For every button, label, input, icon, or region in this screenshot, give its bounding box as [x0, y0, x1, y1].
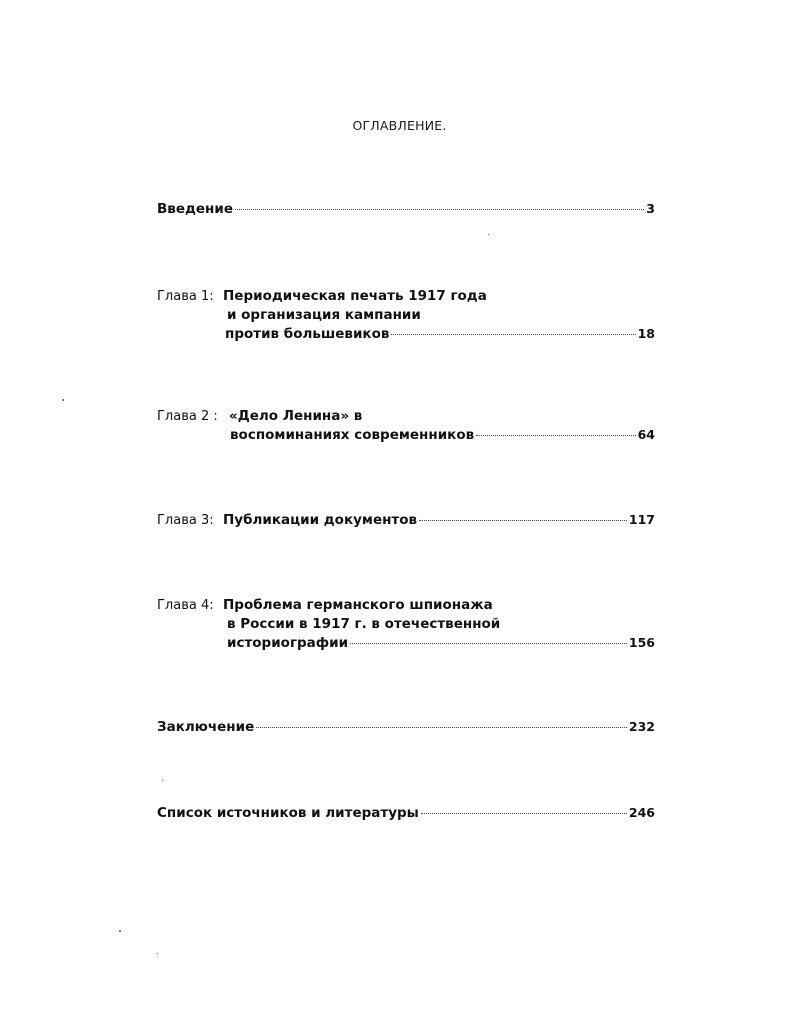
scan-speck — [488, 234, 489, 235]
chapter-label: Глава 3: — [157, 513, 214, 528]
toc-line — [157, 326, 655, 345]
toc-entry-chapter-4 — [157, 597, 655, 654]
page-number: 246 — [628, 805, 655, 820]
toc-entry-conclusion — [157, 719, 655, 738]
dot-leader — [476, 435, 635, 436]
toc-entry-chapter-3 — [157, 512, 655, 531]
toc-line — [157, 635, 655, 654]
entry-title-line: Публикации документов — [223, 512, 418, 528]
toc-entry-chapter-2 — [157, 408, 655, 446]
toc-title: ОГЛАВЛЕНИЕ. — [352, 118, 447, 133]
dot-leader — [350, 643, 627, 644]
page-number: 156 — [628, 635, 655, 650]
chapter-label: Глава 1: — [157, 289, 214, 304]
entry-title-line: Периодическая печать 1917 года — [223, 288, 487, 304]
toc-entry-chapter-1 — [157, 288, 655, 345]
toc-entry-sources — [157, 805, 655, 824]
dot-leader — [235, 209, 644, 210]
page-number: 3 — [646, 201, 655, 216]
dot-leader — [421, 813, 627, 814]
entry-title-line: против большевиков — [225, 326, 390, 342]
toc-line — [157, 201, 655, 220]
entry-title-line: историографии — [227, 635, 349, 651]
toc-line — [157, 307, 655, 326]
entry-title-line: Проблема германского шпионажа — [223, 597, 493, 613]
page-number: 232 — [628, 719, 655, 734]
entry-title-line: в России в 1917 г. в отечественной — [227, 616, 501, 632]
chapter-label: Глава 2 : — [157, 409, 218, 424]
toc-line — [157, 408, 655, 427]
toc-entry-intro — [157, 201, 655, 220]
entry-title-line: «Дело Ленина» в — [229, 408, 363, 424]
page-number: 64 — [637, 427, 655, 442]
toc-line — [157, 616, 655, 635]
scan-speck — [62, 399, 64, 401]
dot-leader — [256, 727, 627, 728]
toc-line — [157, 805, 655, 824]
page-number: 117 — [628, 512, 655, 527]
toc-line — [157, 512, 655, 531]
toc-line — [157, 597, 655, 616]
entry-title-line: воспоминаниях современников — [230, 427, 475, 443]
entry-title: Список источников и литературы — [157, 805, 419, 821]
entry-title-line: и организация кампании — [227, 307, 421, 323]
dot-leader — [419, 520, 627, 521]
toc-line — [157, 288, 655, 307]
entry-title: Введение — [157, 201, 233, 217]
entry-title: Заключение — [157, 719, 255, 735]
toc-line — [157, 427, 655, 446]
toc-line — [157, 719, 655, 738]
scan-speck — [162, 780, 163, 781]
dot-leader — [391, 334, 635, 335]
chapter-label: Глава 4: — [157, 598, 214, 613]
scan-speck — [157, 953, 158, 954]
scan-speck — [119, 930, 121, 932]
page-number: 18 — [637, 326, 655, 341]
